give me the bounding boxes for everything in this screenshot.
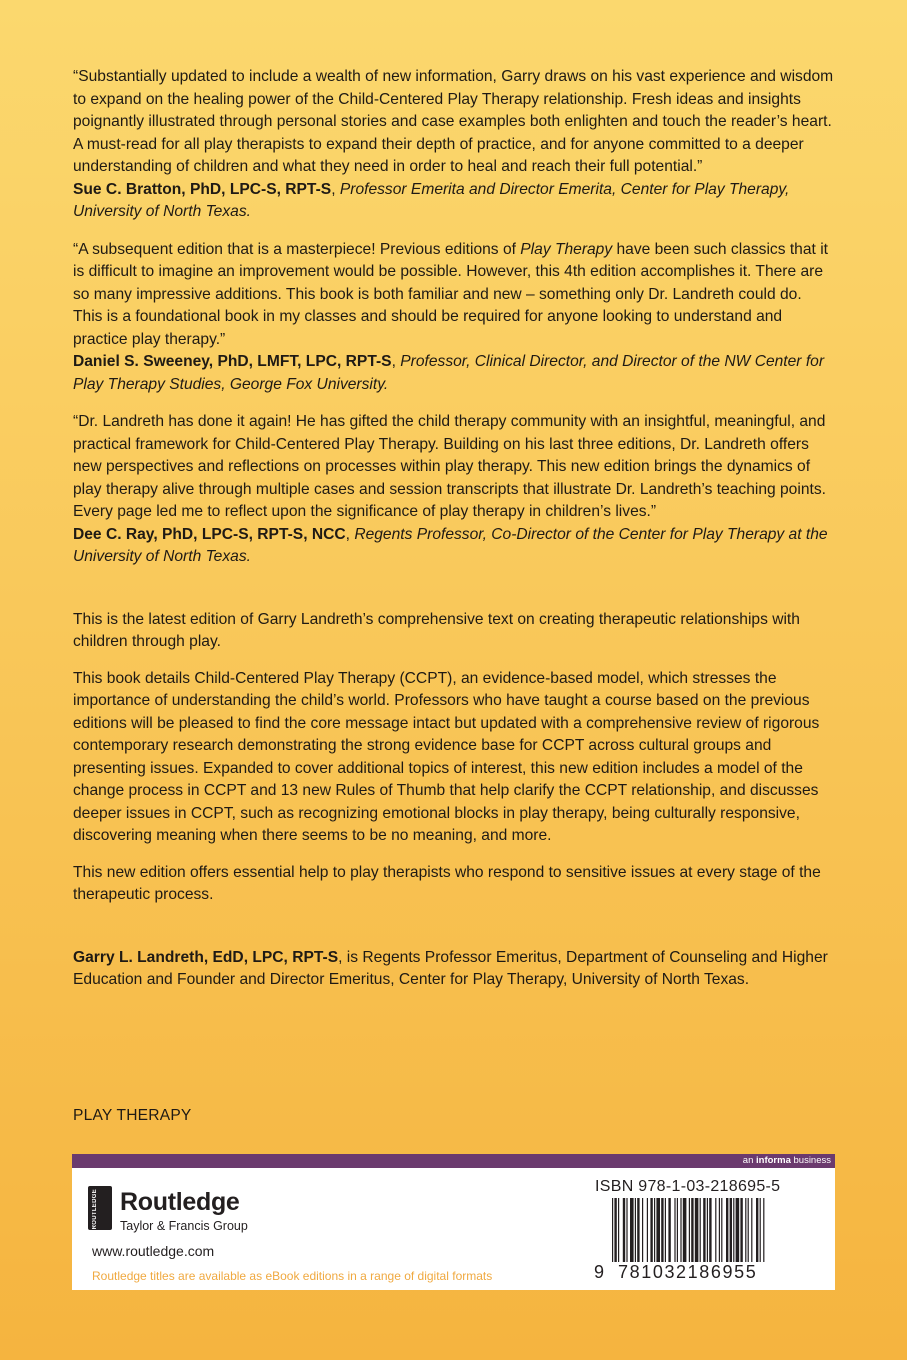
author-name: Garry L. Landreth, EdD, LPC, RPT-S xyxy=(73,948,339,966)
barcode-bar xyxy=(618,1198,619,1262)
barcode-bar xyxy=(700,1198,701,1262)
barcode-icon xyxy=(612,1198,822,1262)
barcode-bar xyxy=(626,1198,627,1262)
barcode-bar xyxy=(677,1198,678,1262)
endorsement-attribution: Sue C. Bratton, PhD, LPC-S, RPT-S, Professor Emerita and Director Emerita, Center for Play Therapy, University of North Texas. xyxy=(73,180,790,220)
barcode-bar xyxy=(709,1198,711,1262)
endorsement-attribution: Daniel S. Sweeney, PhD, LMFT, LPC, RPT-S, Professor, Clinical Director, and Director of the NW Center for Play Therapy Studies, George Fox University. xyxy=(73,353,825,393)
endorsement-1 xyxy=(73,66,835,224)
author-bio-text: , is Regents Professor Emeritus, Department of Counseling and Higher Education and Founder and Director Emeritus, Center for Play Therapy, University of North Texas. xyxy=(73,948,828,988)
barcode-bar xyxy=(736,1198,740,1262)
description-paragraph: This is the latest edition of Garry Landreth’s comprehensive text on creating therapeutic relationships with children through play. xyxy=(73,610,800,650)
endorser-title: Professor Emerita and Director Emerita, Center for Play Therapy, University of North Texas. xyxy=(73,180,790,220)
endorsement-quote: “Substantially updated to include a wealth of new information, Garry draws on his vast experience and wisdom to expand on the healing power of the Child-Centered Play Therapy relationship. Fresh ideas and insights poignantly illustrated through personal stories and case examples both enlighten and touch the reader’s heart. A must-read for all play therapists to expand their depth of practice, and for anyone committed to a deeper understanding of children and what they need in order to heal and reach their full potential.” xyxy=(73,68,834,175)
endorsement-quote: “Dr. Landreth has done it again! He has gifted the child therapy community with an insightful, meaningful, and practical framework for Child-Centered Play Therapy. Building on his last three editions, Dr. Landreth offers new perspectives and reflections on processes within play therapy. This new edition brings the dynamics of play therapy alive through multiple cases and session transcripts that illustrate Dr. Landreth’s teaching points. Every page led me to reflect upon the significance of play therapy in children’s lives.” xyxy=(73,413,826,520)
barcode-bar xyxy=(763,1198,764,1262)
barcode-bar xyxy=(721,1198,722,1262)
author-bio xyxy=(73,947,835,992)
barcode-bar xyxy=(668,1198,670,1262)
barcode-bar xyxy=(748,1198,749,1262)
barcode-bar xyxy=(726,1198,728,1262)
barcode-bar xyxy=(740,1198,742,1262)
barcode-bar xyxy=(661,1198,663,1262)
description-paragraph: This new edition offers essential help to play therapists who respond to sensitive issues at every stage of the therapeutic process. xyxy=(73,863,821,903)
barcode-bar xyxy=(751,1198,752,1262)
publisher-url[interactable]: www.routledge.com xyxy=(92,1243,215,1259)
endorser-title: Regents Professor, Co-Director of the Center for Play Therapy at the University of North Texas. xyxy=(73,525,828,565)
barcode-bar xyxy=(703,1198,705,1262)
endorser-name: Daniel S. Sweeney, PhD, LMFT, LPC, RPT-S xyxy=(73,353,392,370)
endorsement-2 xyxy=(73,239,835,397)
ebook-note: Routledge titles are available as eBook editions in a range of digital formats xyxy=(92,1269,493,1283)
barcode-lead-digit: 9 xyxy=(594,1262,605,1282)
barcode-bar xyxy=(665,1198,666,1262)
barcode-bar xyxy=(654,1198,655,1262)
barcode-bar xyxy=(642,1198,643,1262)
barcode-bar xyxy=(733,1198,734,1262)
barcode-bar xyxy=(756,1198,758,1262)
barcode-bar xyxy=(635,1198,636,1262)
barcode-bar xyxy=(614,1198,616,1262)
publisher-band xyxy=(72,1154,835,1168)
barcode-bar xyxy=(650,1198,652,1262)
barcode-bar xyxy=(647,1198,648,1262)
back-cover-text xyxy=(73,66,835,992)
isbn-label: ISBN 978-1-03-218695-5 xyxy=(595,1178,781,1195)
barcode-bar xyxy=(689,1198,690,1262)
barcode-bar xyxy=(719,1198,720,1262)
barcode-digits: 781032186955 xyxy=(618,1262,758,1282)
barcode-bar xyxy=(656,1198,660,1262)
barcode-bar xyxy=(695,1198,699,1262)
barcode-bar xyxy=(691,1198,693,1262)
barcode-bar xyxy=(730,1198,732,1262)
subject-category: PLAY THERAPY xyxy=(73,1107,192,1124)
barcode-bar xyxy=(637,1198,639,1262)
publisher-name: Routledge xyxy=(120,1188,240,1216)
barcode-bar xyxy=(715,1198,716,1262)
publisher-box xyxy=(72,1168,835,1290)
barcode-bar xyxy=(630,1198,634,1262)
barcode-bar xyxy=(760,1198,761,1262)
description-paragraph: This book details Child-Centered Play Therapy (CCPT), an evidence-based model, which stresses the importance of understanding the child’s world. Professors who have taught a course based on the previous editions will be pleased to find the core message intact but updated with a comprehensive review of rigorous contemporary research demonstrating the strong evidence base for CCPT across cultural groups and presenting issues. Expanded to cover additional topics of interest, this new edition includes a model of the change process in CCPT and 13 new Rules of Thumb that help clarify the CCPT relationship, and discusses deeper issues in CCPT, such as recognizing emotional blocks in play therapy, being culturally responsive, discovering meaning when there seems to be no meaning, and more. xyxy=(73,669,820,844)
informa-tagline: an informa business xyxy=(742,1155,831,1166)
endorsement-quote: “A subsequent edition that is a masterpiece! Previous editions of Play Therapy have been such classics that it is difficult to imagine an improvement would be possible. However, this 4th edition accomplishes it. There are so many impressive additions. This book is both familiar and new – something only Dr. Landreth could do. This is a foundational book in my classes and should be required for anyone looking to understand and practice play therapy.” xyxy=(73,240,828,348)
barcode-bar xyxy=(680,1198,681,1262)
publisher-group: Taylor & Francis Group xyxy=(120,1219,248,1233)
barcode-bar xyxy=(612,1198,613,1262)
endorsement-3 xyxy=(73,411,835,569)
endorser-name: Sue C. Bratton, PhD, LPC-S, RPT-S xyxy=(73,180,332,198)
routledge-logo-icon: ROUTLEDGE xyxy=(88,1186,112,1230)
endorser-title: Professor, Clinical Director, and Director of the NW Center for Play Therapy Studies, George Fox University. xyxy=(73,353,825,393)
barcode-bar xyxy=(745,1198,746,1262)
barcode-bar xyxy=(683,1198,687,1262)
barcode-bar xyxy=(674,1198,675,1262)
endorser-name: Dee C. Ray, PhD, LPC-S, RPT-S, NCC xyxy=(73,525,346,543)
barcode-bar xyxy=(623,1198,625,1262)
endorsement-attribution: Dee C. Ray, PhD, LPC-S, RPT-S, NCC, Regents Professor, Co-Director of the Center for Play Therapy at the University of North Texas. xyxy=(73,525,828,565)
barcode-bar xyxy=(707,1198,708,1262)
book-description xyxy=(73,609,835,907)
